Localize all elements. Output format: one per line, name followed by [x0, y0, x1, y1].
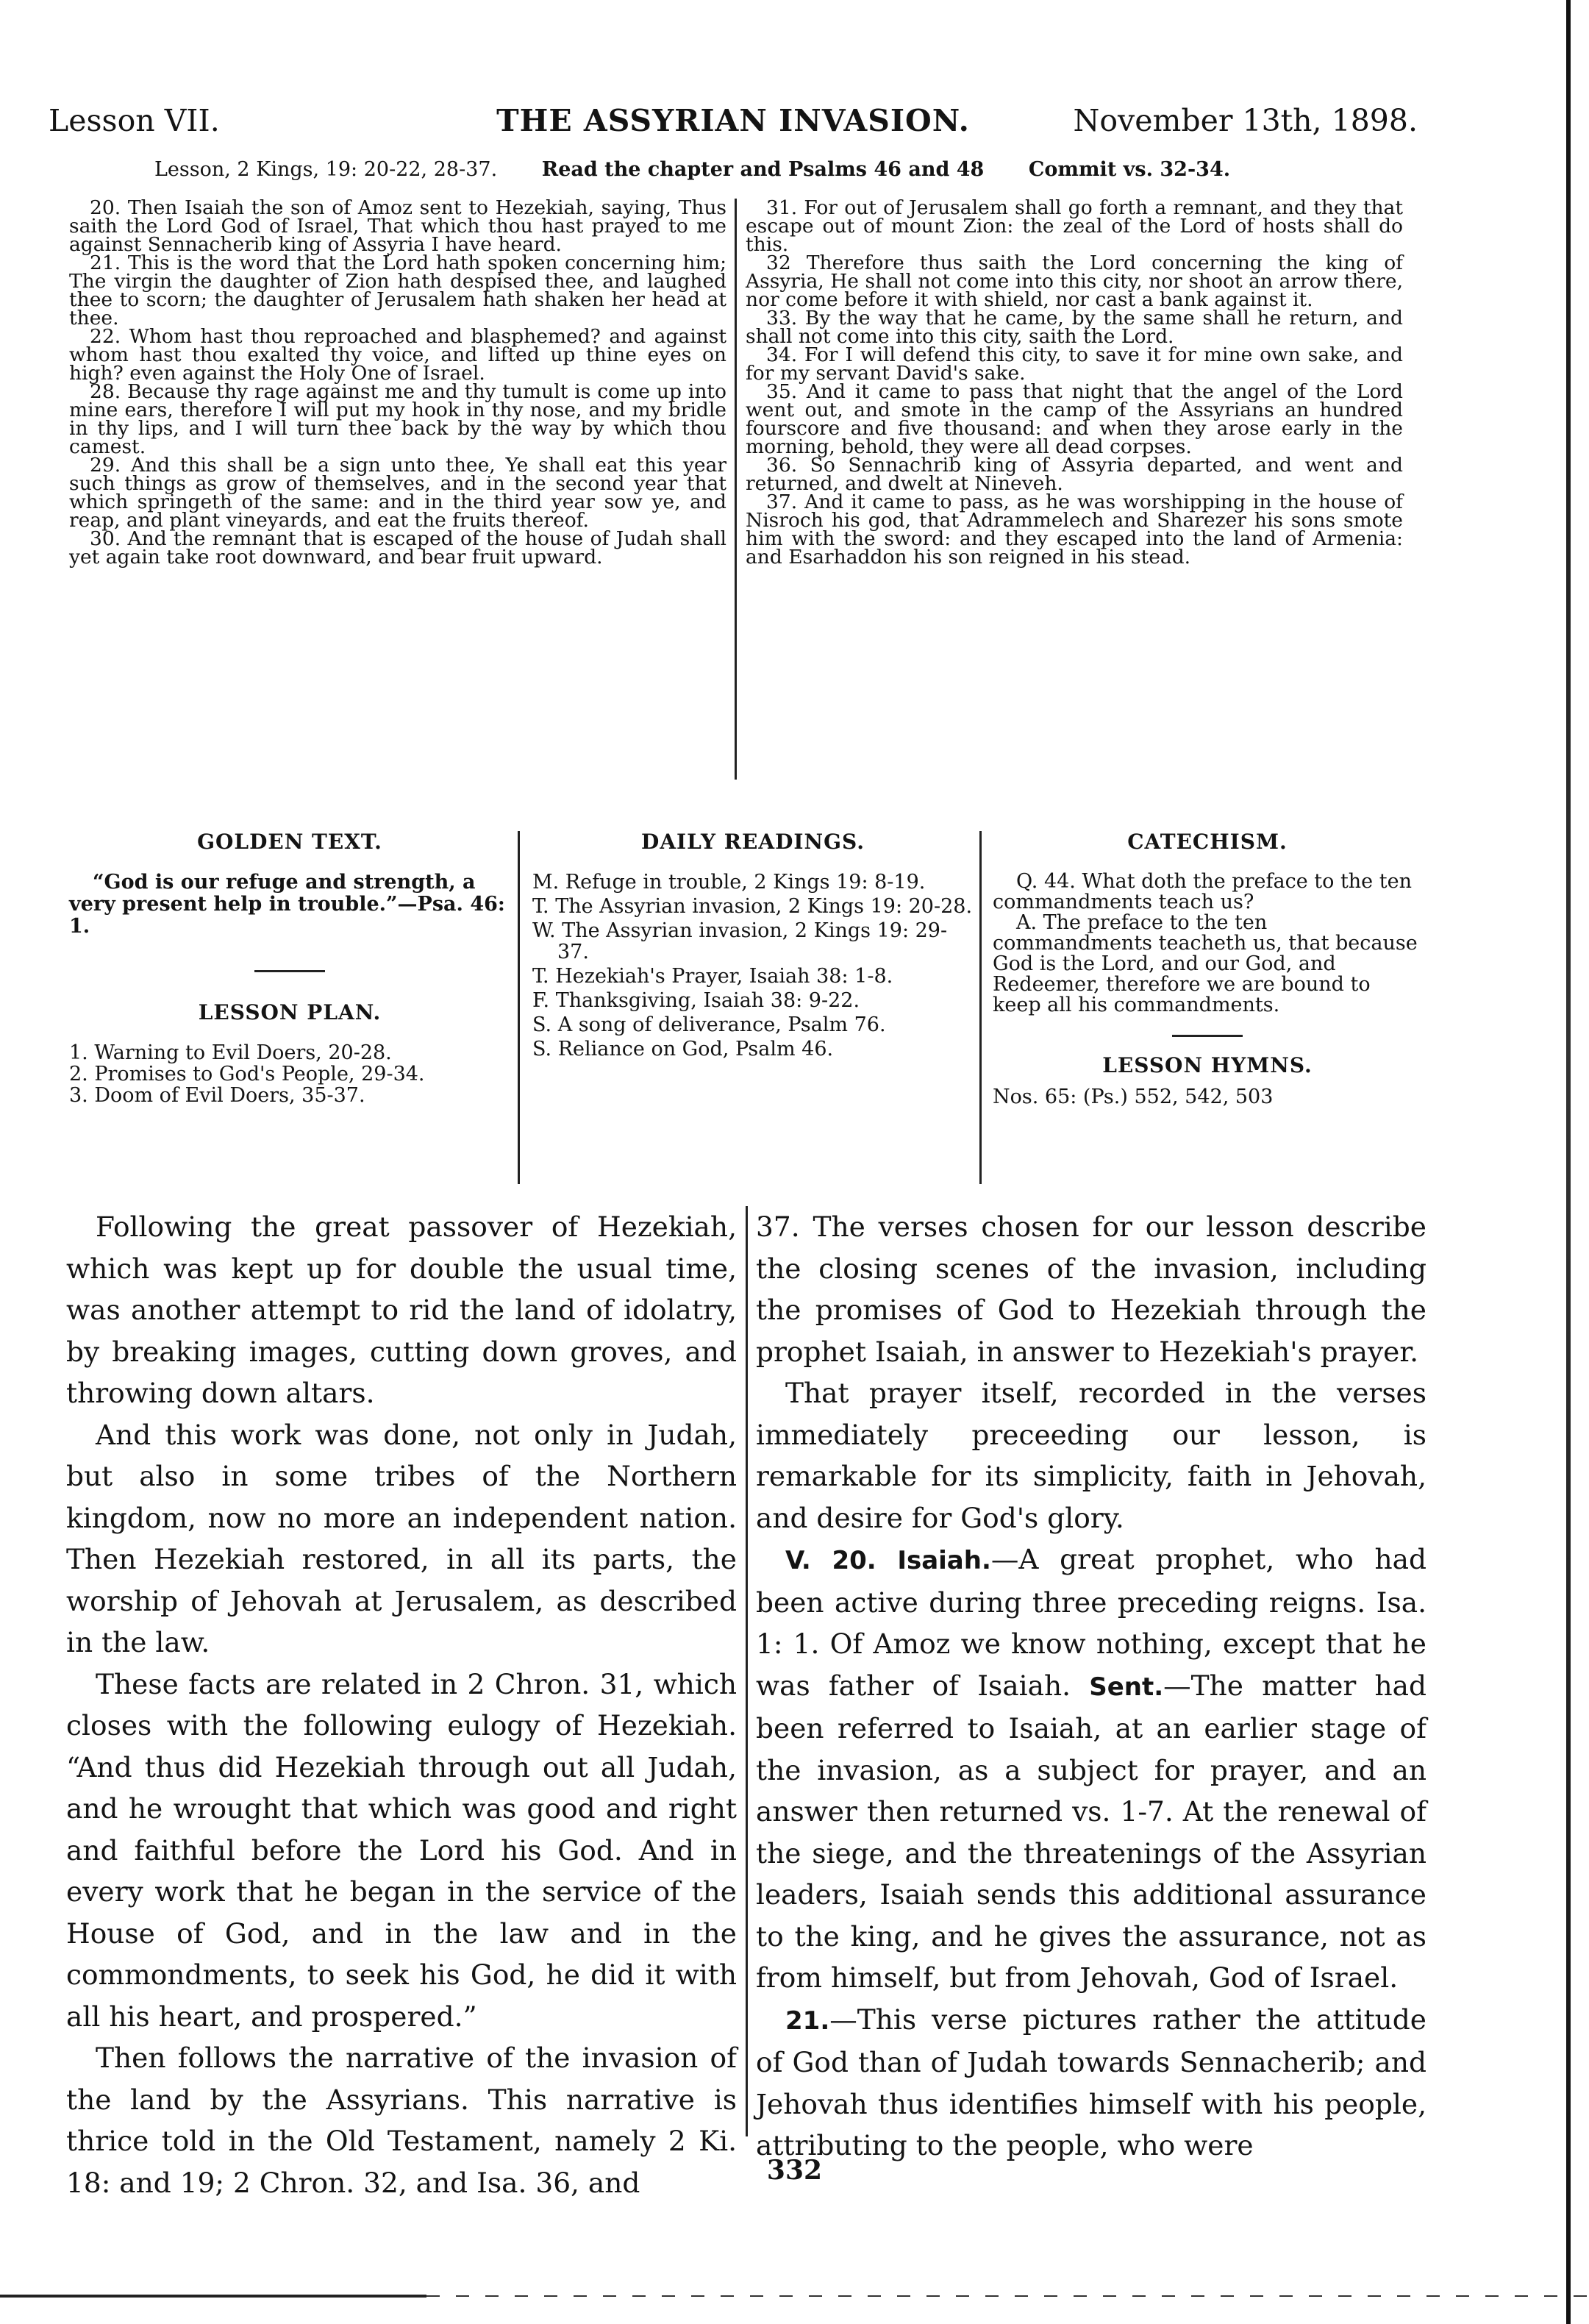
list-item: T. Hezekiah's Prayer, Isaiah 38: 1-8. — [532, 965, 893, 988]
page-edge — [1566, 0, 1571, 2324]
list-item: 1. Warning to Evil Doers, 20-28. — [69, 1041, 392, 1064]
paragraph-verse-20 — [756, 1539, 1426, 1999]
lesson-plan-list — [69, 1042, 510, 1106]
paragraph: And this work was done, not only in Judah, but also in some tribes of the Northern kingdom, now no more an independent nation. Then Hezekiah restored, in all its parts, the worship of Jehovah at Jerusalem, as described in the law. — [66, 1418, 737, 1658]
verse: 29. And this shall be a sign unto thee, Ye shall eat this year such things as grow of themselves, and in the second year that which springeth of the same: and in the third year sow ye, and reap, and plant vineyards, and eat the fruits thereof. — [69, 454, 726, 532]
column-divider — [979, 831, 982, 1184]
page-header — [49, 100, 1418, 144]
divider — [254, 970, 325, 972]
verse: 28. Because thy rage against me and thy tumult is come up into mine ears, therefore I will put my hook in thy nose, and my bridle in thy lips, and I will turn thee back by the way by which thou camest. — [69, 380, 726, 458]
list-item: M. Refuge in trouble, 2 Kings 19: 8-19. — [532, 871, 926, 894]
list-item: F. Thanksgiving, Isaiah 38: 9-22. — [532, 989, 860, 1012]
verse: 22. Whom hast thou reproached and blasphemed? and against whom hast thou exalted thy voice, and lifted up thine eyes on high? even against the Holy One of Israel. — [69, 325, 726, 385]
footer-rule — [0, 2295, 426, 2298]
verse: 30. And the remnant that is escaped of the house of Judah shall yet again take root downward, and bear fruit upward. — [69, 527, 726, 568]
verse: 21. This is the word that the Lord hath spoken concerning him; The virgin the daughter of Zion hath despised thee, and laughed thee to scorn; the daughter of Jerusalem hath shaken her head at thee. — [69, 252, 726, 329]
lesson-number: Lesson VII. — [49, 103, 220, 138]
list-item: 3. Doom of Evil Doers, 35-37. — [69, 1084, 365, 1107]
paragraph: 37. The verses chosen for our lesson describe the closing scenes of the invasion, including the promises of God to Hezekiah through the prophet Isaiah, in answer to Hezekiah's prayer. — [756, 1211, 1426, 1368]
catechism-answer: A. The preface to the ten commandments teacheth us, that because God is the Lord, and our God, and Redeemer, therefore we are bound to keep all his commandments. — [993, 911, 1418, 1016]
divider — [1172, 1035, 1243, 1037]
paragraph-verse-21 — [756, 1999, 1426, 2167]
daily-readings-title: DAILY READINGS. — [641, 830, 865, 854]
golden-text: “God is our refuge and strength, a very present help in trouble.”—Psa. 46: 1. — [69, 871, 505, 938]
catechism-question: Q. 44. What doth the preface to the ten commandments teach us? — [993, 870, 1412, 913]
scripture-passage — [69, 196, 1419, 787]
column-divider — [518, 831, 520, 1184]
term-label: Sent. — [1089, 1672, 1164, 1702]
list-item: S. Reliance on God, Psalm 46. — [532, 1038, 834, 1061]
paragraph: Then follows the narrative of the invasion of the land by the Assyrians. This narrative is thrice told in the Old Testament, namely 2 Ki. 18: and 19; 2 Chron. 32, and Isa. 36, and — [66, 2042, 737, 2199]
verse: 35. And it came to pass that night that the angel of the Lord went out, and smote in the camp of the Assyrians an hundred fourscore and five thousand: and when they arose early in the morning, behold, they were all dead corpses. — [746, 380, 1403, 458]
catechism-box — [993, 816, 1422, 1108]
note-text: —This verse pictures rather the attitude of God than of Judah towards Sennacherib; and Jehovah thus identifies himself with his people, attributing to the people, who were — [756, 2003, 1426, 2161]
verse: 36. So Sennachrib king of Assyria departed, and went and returned, and dwelt at Nineveh. — [746, 454, 1403, 495]
commentary-column-left — [66, 1206, 737, 2203]
lesson-hymns: Nos. 65: (Ps.) 552, 542, 503 — [993, 1086, 1274, 1108]
study-aids — [69, 816, 1422, 1213]
commentary-column-right — [756, 1206, 1426, 2167]
lesson-hymns-title: LESSON HYMNS. — [1102, 1053, 1313, 1077]
verse: 37. And it came to pass, as he was worshipping in the house of Nisroch his god, that Adrammelech and Sharezer his sons smote him with the sword: and they escaped into the land of Armenia: and Esarhaddon his son reigned in his stead. — [746, 491, 1403, 568]
verse: 31. For out of Jerusalem shall go forth a remnant, and they that escape out of mount Zion: the zeal of the Lord of hosts shall do this. — [746, 196, 1403, 256]
list-item: W. The Assyrian invasion, 2 Kings 19: 29-37. — [532, 919, 948, 963]
column-divider — [735, 199, 737, 780]
verse: 32 Therefore thus saith the Lord concerning the king of Assyria, He shall not come into this city, nor shoot an arrow there, nor come before it with shield, nor cast a bank against it. — [746, 252, 1403, 311]
golden-text-title: GOLDEN TEXT. — [197, 830, 382, 854]
scripture-column-left — [69, 196, 726, 568]
page-number: 332 — [766, 2155, 823, 2186]
paragraph: Following the great passover of Hezekiah, which was kept up for double the usual time, was another attempt to rid the land of idolatry, by breaking images, cutting down groves, and throwing down altars. — [66, 1211, 737, 1409]
list-item: S. A song of deliverance, Psalm 76. — [532, 1013, 886, 1036]
golden-text-box — [69, 816, 510, 1106]
note-text: —The matter had been referred to Isaiah, at an earlier stage of the invasion, as a subject for prayer, and an answer then returned vs. 1-7. At the renewal of the siege, and the threatenings of the Assyrian leaders, Isaiah sends this additional assurance to the king, and he gives the assurance, not as from himself, but from Jehovah, God of Israel. — [756, 1669, 1426, 1994]
lesson-references — [154, 153, 1412, 188]
verse-label: 21. — [785, 2006, 830, 2036]
note-text: —A great prophet, who had been active during three preceding reigns. Isa. 1: 1. Of Amoz we know nothing, except that he was father of Isaiah. — [756, 1543, 1426, 1702]
lesson-title: THE ASSYRIAN INVASION. — [496, 103, 970, 138]
daily-readings-box — [532, 816, 974, 1063]
paragraph: These facts are related in 2 Chron. 31, which closes with the following eulogy of Hezekiah. “And thus did Hezekiah through out all Judah, and he wrought that which was good and right and faithful before the Lord his God. And in every work that he began in the service of the House of God, and in the law and in the commondments, to seek his God, he did it with all his heart, and prospered.” — [66, 1667, 737, 2033]
verse: 34. For I will defend this city, to save it for mine own sake, and for my servant David's sake. — [746, 343, 1403, 385]
verse: 33. By the way that he came, by the same shall he return, and shall not come into this city, saith the Lord. — [746, 307, 1403, 348]
lesson-plan-title: LESSON PLAN. — [198, 1000, 382, 1024]
daily-readings-list — [532, 872, 974, 1060]
column-divider — [746, 1206, 748, 2136]
verse-label: V. 20. Isaiah. — [785, 1546, 991, 1575]
paragraph: That prayer itself, recorded in the verses immediately preceeding our lesson, is remarkable for its simplicity, faith in Jehovah, and desire for God's glory. — [756, 1377, 1426, 1534]
catechism-title: CATECHISM. — [1127, 830, 1288, 854]
commit-instruction: Commit vs. 32-34. — [1028, 158, 1231, 181]
list-item: 2. Promises to God's People, 29-34. — [69, 1063, 425, 1086]
read-instruction: Read the chapter and Psalms 46 and 48 — [541, 158, 985, 181]
footer-dotted-rule — [426, 2295, 1588, 2297]
scripture-column-right — [746, 196, 1403, 568]
lesson-ref: Lesson, 2 Kings, 19: 20-22, 28-37. — [154, 158, 498, 181]
verse: 20. Then Isaiah the son of Amoz sent to Hezekiah, saying, Thus saith the Lord God of Israel, That which thou hast prayed to me against Sennacherib king of Assyria I have heard. — [69, 196, 726, 256]
lesson-date: November 13th, 1898. — [1073, 103, 1418, 138]
list-item: T. The Assyrian invasion, 2 Kings 19: 20-28. — [532, 895, 973, 918]
